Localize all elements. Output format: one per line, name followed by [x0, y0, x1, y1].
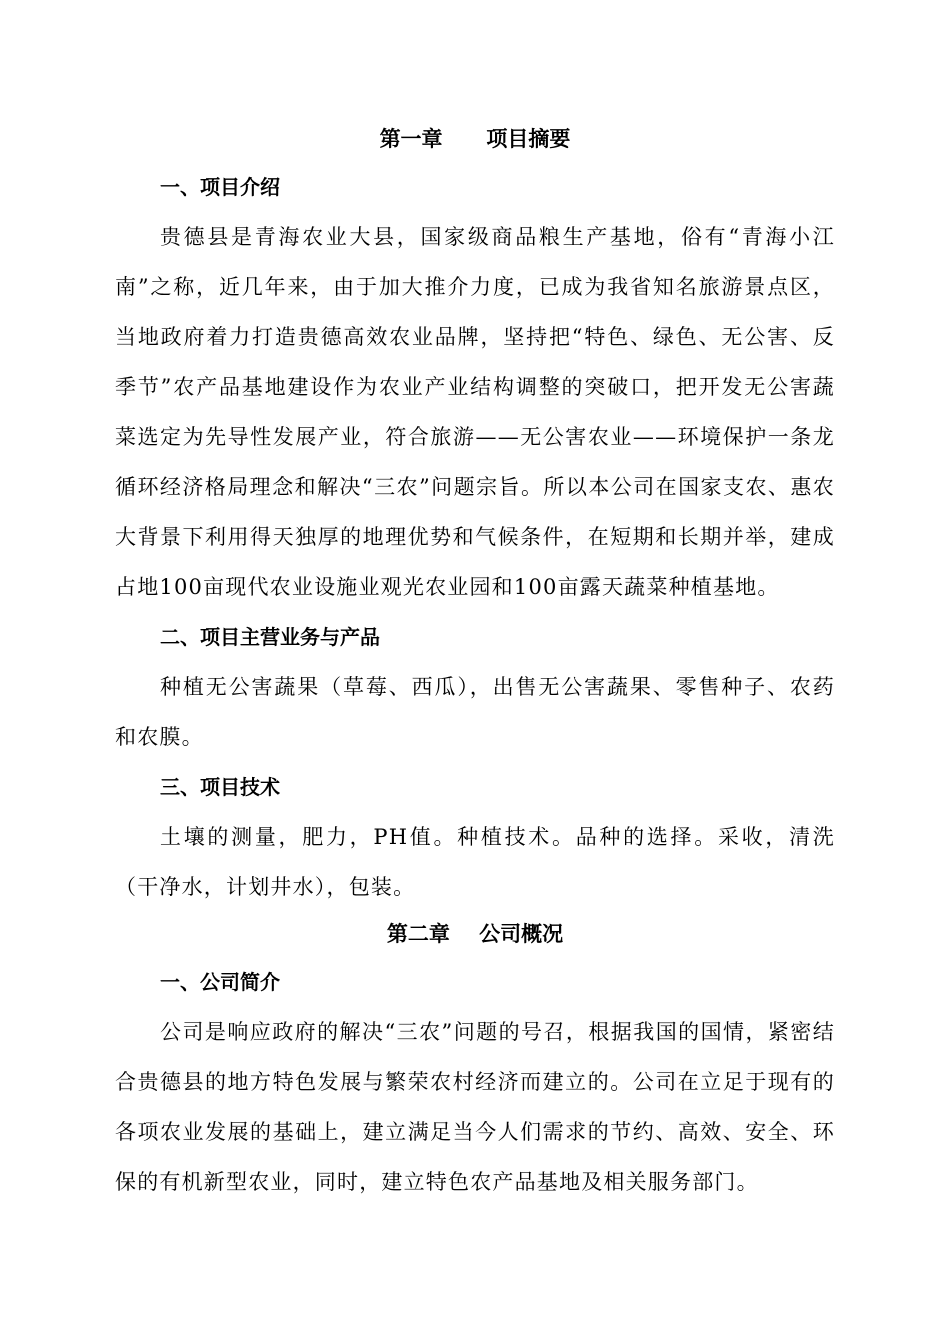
section-company-intro-heading: 一、公司简介 [160, 970, 280, 994]
document-body [115, 117, 835, 1207]
section-main-business-heading: 二、项目主营业务与产品 [160, 625, 380, 649]
chapter-2-title: 第二章 公司概况 [386, 922, 564, 946]
main-business-paragraph: 种植无公害蔬果（草莓、西瓜），出售无公害蔬果、零售种子、农药和农膜。 [115, 675, 835, 749]
section-project-intro-heading: 一、项目介绍 [160, 175, 280, 199]
chapter-1-title: 第一章 项目摘要 [379, 127, 571, 151]
project-tech-paragraph: 土壤的测量，肥力，PH值。种植技术。品种的选择。采收，清洗（干净水，计划井水），包装。 [115, 825, 835, 899]
company-intro-paragraph: 公司是响应政府的解决“三农”问题的号召，根据我国的国情，紧密结合贵德县的地方特色发展与繁荣农村经济而建立的。公司在立足于现有的各项农业发展的基础上，建立满足当今人们需求的节约、高效、安全、环保的有机新型农业，同时，建立特色农产品基地及相关服务部门。 [115, 1020, 835, 1194]
section-project-tech-heading: 三、项目技术 [160, 775, 280, 799]
project-intro-paragraph: 贵德县是青海农业大县，国家级商品粮生产基地，俗有“青海小江南”之称，近几年来，由于加大推介力度，已成为我省知名旅游景点区，当地政府着力打造贵德高效农业品牌，坚持把“特色、绿色、无公害、反季节”农产品基地建设作为农业产业结构调整的突破口，把开发无公害蔬菜选定为先导性发展产业，符合旅游——无公害农业——环境保护一条龙循环经济格局理念和解决“三农”问题宗旨。所以本公司在国家支农、惠农大背景下利用得天独厚的地理优势和气候条件，在短期和长期并举，建成占地100亩现代农业设施业观光农业园和100亩露天蔬菜种植基地。 [115, 225, 835, 599]
